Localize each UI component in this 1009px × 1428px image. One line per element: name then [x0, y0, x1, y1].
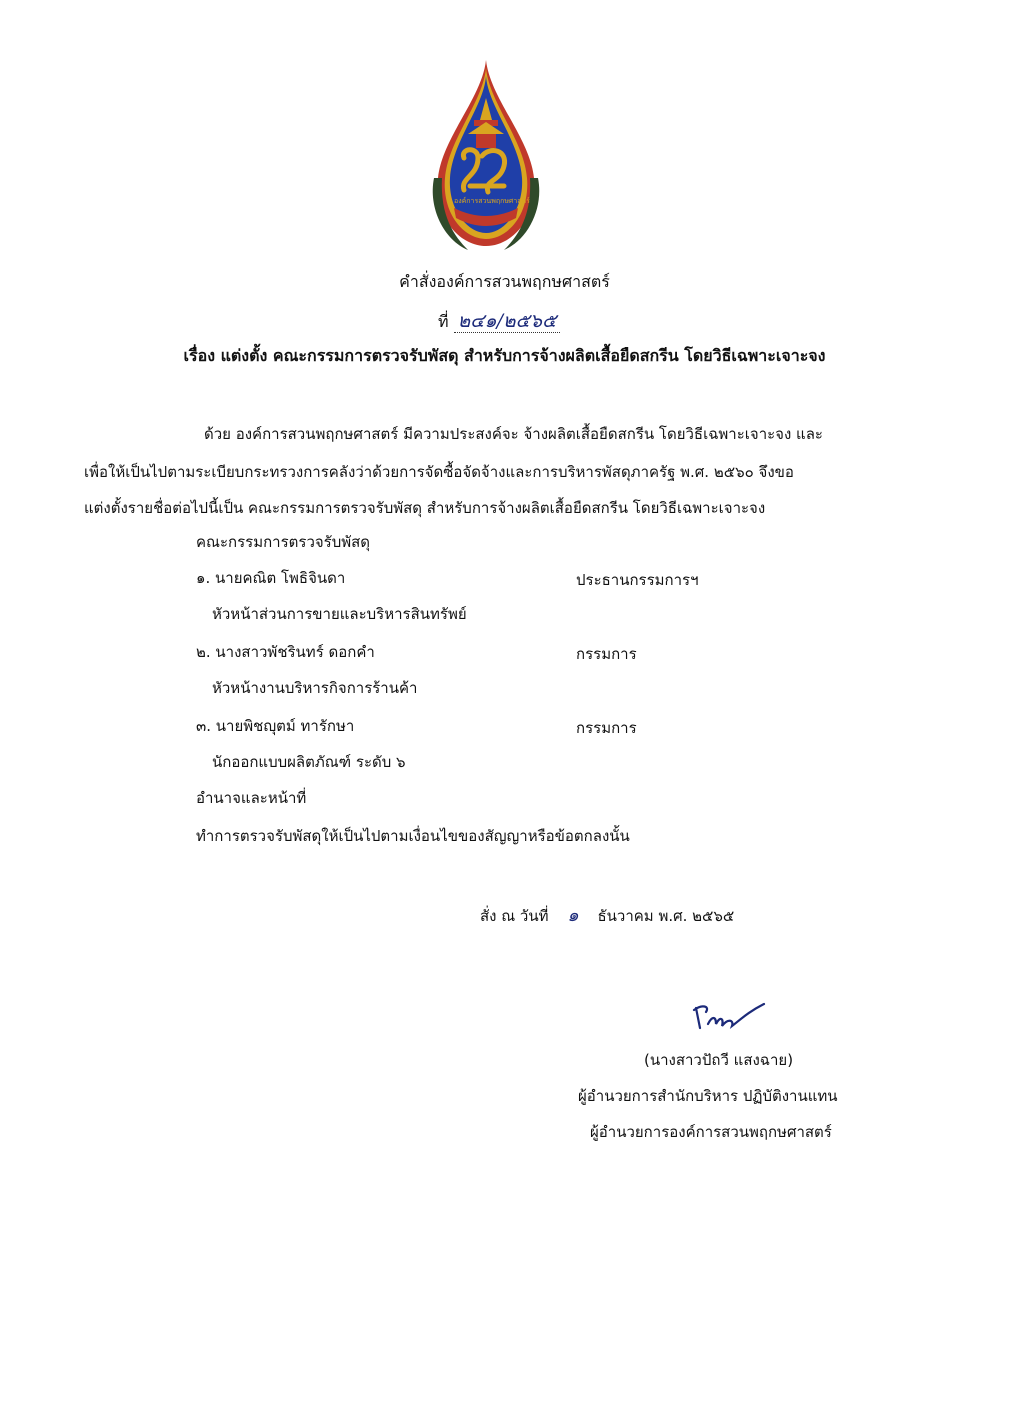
member-2-name: ๒. นางสาวพัชรินทร์ ดอกคำ: [196, 643, 375, 661]
member-1-name: ๑. นายคณิต โพธิจินดา: [196, 569, 346, 587]
body-line-2: เพื่อให้เป็นไปตามระเบียบกระทรวงการคลังว่าด้วยการจัดซื้อจัดจ้างและการบริหารพัสดุภาครัฐ พ.ศ. ๒๕๖๐ จึงขอ: [84, 463, 794, 481]
handwritten-signature: [690, 998, 768, 1038]
member-3-name: ๓. นายพิชญุตม์ ทารักษา: [196, 717, 355, 735]
committee-heading: คณะกรรมการตรวจรับพัสดุ: [196, 533, 371, 551]
emblem-caption: องค์การสวนพฤกษศาสตร์: [454, 197, 530, 205]
duty-heading: อำนาจและหน้าที่: [196, 789, 307, 807]
date-prefix: สั่ง ณ วันที่: [480, 907, 549, 925]
member-2-position: หัวหน้างานบริหารกิจการร้านค้า: [212, 679, 418, 697]
body-line-3: แต่งตั้งรายชื่อต่อไปนี้เป็น คณะกรรมการตรวจรับพัสดุ สำหรับการจ้างผลิตเสื้อยืดสกรีน โดยวิธีเฉพาะเจาะจง: [84, 499, 766, 517]
order-number-value: ๒๔๑/๒๕๖๕: [454, 310, 561, 333]
member-2-role: กรรมการ: [576, 645, 637, 663]
signatory-name: (นางสาวปัถวี แสงฉาย): [644, 1051, 794, 1069]
member-1-role: ประธานกรรมการฯ: [576, 571, 699, 589]
order-number: [438, 306, 560, 336]
member-3-position: นักออกแบบผลิตภัณฑ์ ระดับ ๖: [212, 753, 406, 771]
order-number-label: ที่: [438, 312, 449, 331]
member-3-role: กรรมการ: [576, 719, 637, 737]
order-title: คำสั่งองค์การสวนพฤกษศาสตร์: [399, 272, 610, 291]
date-day: ๑: [567, 905, 579, 926]
signatory-title-1: ผู้อำนวยการสำนักบริหาร ปฏิบัติงานแทน: [578, 1087, 838, 1105]
body-line-1: ด้วย องค์การสวนพฤกษศาสตร์ มีความประสงค์จะ จ้างผลิตเสื้อยืดสกรีน โดยวิธีเฉพาะเจาะจง และ: [204, 425, 823, 443]
organization-emblem: [424, 58, 548, 254]
member-1-position: หัวหน้าส่วนการขายและบริหารสินทรัพย์: [212, 605, 467, 623]
signatory-title-2: ผู้อำนวยการองค์การสวนพฤกษศาสตร์: [590, 1123, 832, 1141]
duty-text: ทำการตรวจรับพัสดุให้เป็นไปตามเงื่อนไขของสัญญาหรือข้อตกลงนั้น: [196, 827, 630, 845]
order-date: [480, 900, 734, 929]
date-month-year: ธันวาคม พ.ศ. ๒๕๖๕: [597, 907, 735, 925]
order-subject: เรื่อง แต่งตั้ง คณะกรรมการตรวจรับพัสดุ สำหรับการจ้างผลิตเสื้อยืดสกรีน โดยวิธีเฉพาะเจาะจง: [183, 346, 826, 365]
